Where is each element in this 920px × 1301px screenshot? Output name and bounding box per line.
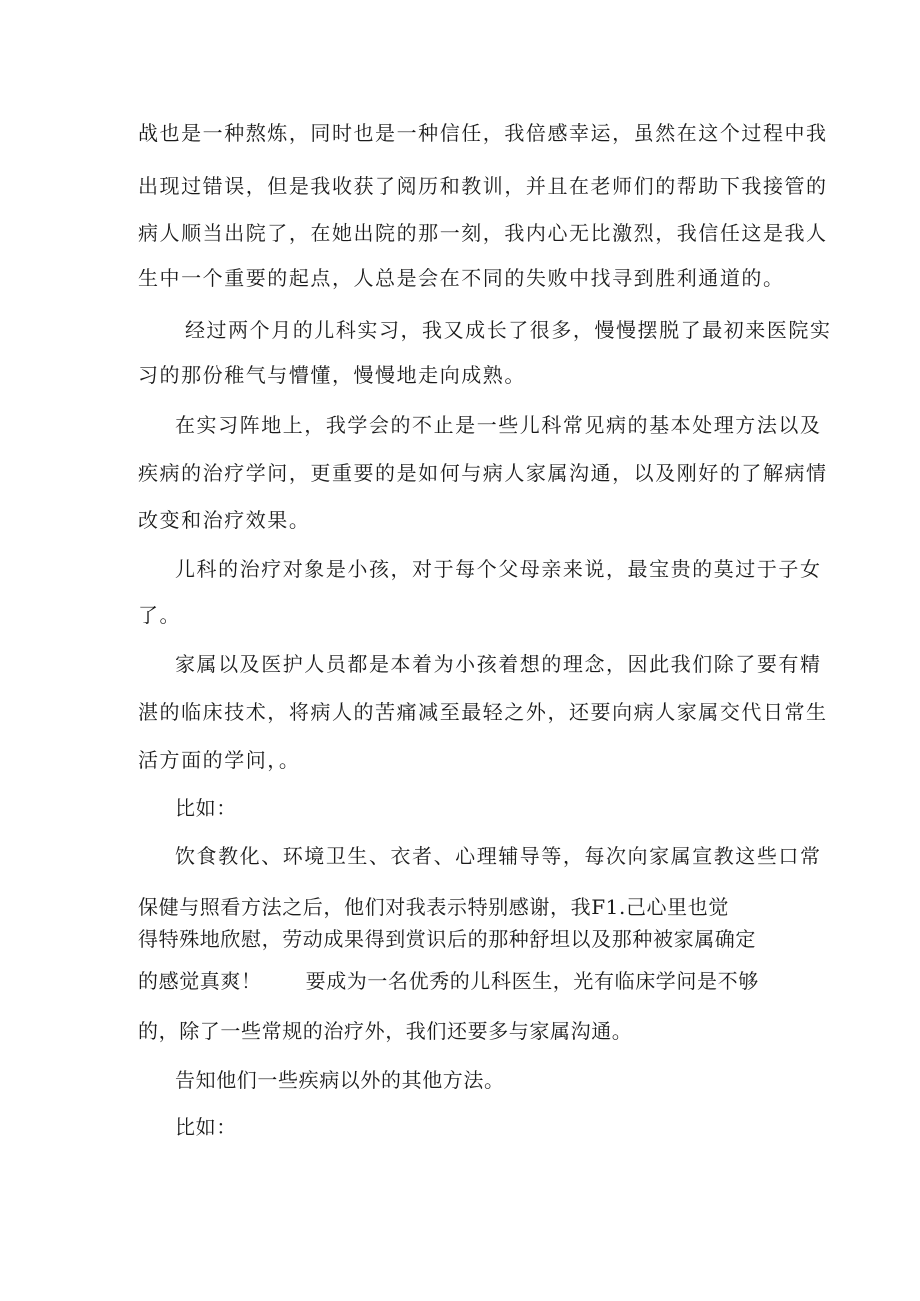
text-line: 习的那份稚气与懵懂，慢慢地走向成熟。 — [138, 363, 526, 387]
text-line: 得特殊地欣慰，劳动成果得到赏识后的那种舒坦以及那种被家属确定 — [138, 927, 756, 951]
text-line: 家属以及医护人员都是本着为小孩着想的理念，因此我们除了要有精 — [175, 652, 822, 676]
text-line: 儿科的治疗对象是小孩，对于每个父母亲来说，最宝贵的莫过于子女 — [175, 557, 822, 581]
text-line: 生中一个重要的起点，人总是会在不同的失败中找寻到胜利通道的。 — [138, 266, 785, 290]
text-line: 保健与照看方法之后，他们对我表示特别感谢，我F1.己心里也觉 — [138, 895, 729, 919]
text-line: 了。 — [138, 603, 182, 627]
text-line: 活方面的学问，。 — [138, 748, 301, 772]
text-line: 饮食教化、环境卫生、衣者、心理辅导等，每次向家属宣教这些口常 — [175, 844, 822, 868]
text-line: 病人顺当出院了，在她出院的那一刻，我内心无比激烈，我信任这是我人 — [138, 221, 828, 245]
text-segment: 要成为一名优秀的儿科医生，光有临床学问是不够 — [305, 969, 759, 993]
text-line: 湛的临床技术，将病人的苦痛减至最轻之外，还要向病人家属交代日常生 — [138, 700, 828, 724]
text-line: 经过两个月的儿科实习，我又成长了很多，慢慢摆脱了最初来医院实 — [185, 318, 832, 342]
text-line: 战也是一种熬炼，同时也是一种信任，我倍感幸运，虽然在这个过程中我 — [138, 121, 828, 145]
text-line — [138, 967, 759, 995]
text-line: 疾病的治疗学问，更重要的是如何与病人家属沟通，以及刚好的了解病情 — [138, 461, 828, 485]
text-line: 告知他们一些疾病以外的其他方法。 — [175, 1068, 505, 1092]
text-line: 比如： — [175, 796, 237, 820]
text-line: 改变和治疗效果。 — [138, 508, 311, 532]
text-line: 比如： — [175, 1115, 237, 1139]
text-line: 出现过错误，但是我收获了阅历和教训，并且在老师们的帮助下我接管的 — [138, 174, 828, 198]
text-line: 在实习阵地上，我学会的不止是一些儿科常见病的基本处理方法以及 — [175, 413, 822, 437]
text-line: 的，除了一些常规的治疗外，我们还要多与家属沟通。 — [138, 1019, 633, 1043]
text-segment: 的感觉真爽！ — [138, 969, 262, 993]
